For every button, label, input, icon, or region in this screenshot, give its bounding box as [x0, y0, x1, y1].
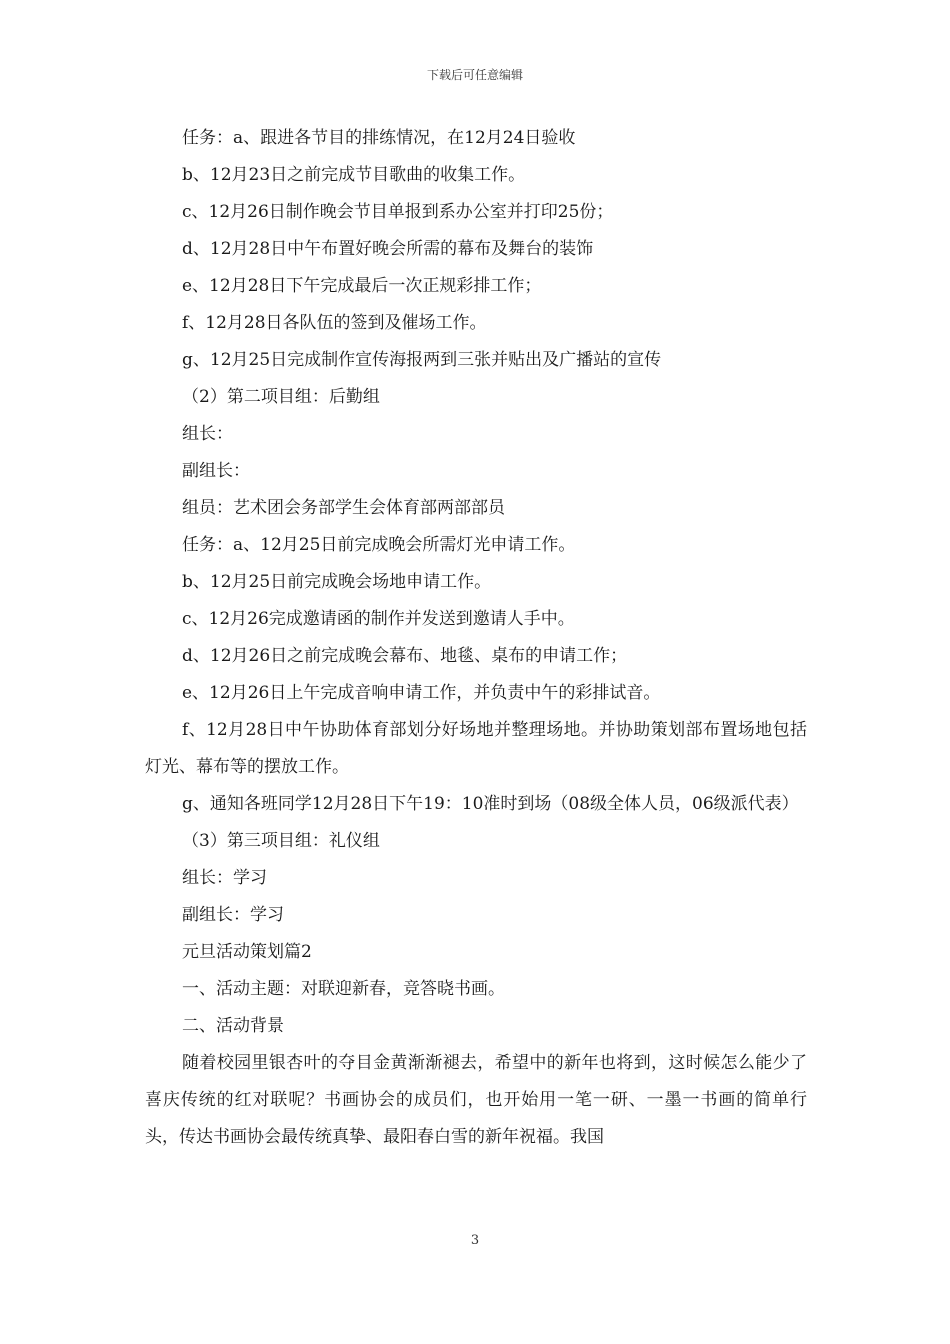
page-number: 3 — [470, 1233, 480, 1248]
task-line: d、12月28日中午布置好晚会所需的幕布及舞台的装饰 — [182, 239, 594, 259]
group-heading: （2）第二项目组：后勤组 — [182, 387, 380, 407]
task-paragraph: g、通知各班同学12月28日下午19：10准时到场（08级全体人员，06级派代表） — [182, 794, 799, 814]
background-paragraph: 随着校园里银杏叶的夺目金黄渐渐褪去，希望中的新年也将到，这时候怎么能少了喜庆传统的红对联呢？书画协会的成员们，也开始用一笔一研、一墨一书画的简单行头，传达书画协会最传统真挚、最阳春白雪的新年祝福。我国 — [145, 1053, 807, 1147]
group-deputy-leader: 副组长： — [182, 461, 250, 481]
activity-theme: 一、活动主题：对联迎新春，竞答晓书画。 — [182, 979, 505, 999]
task-line: g、12月25日完成制作宣传海报两到三张并贴出及广播站的宣传 — [182, 350, 662, 370]
group-leader: 组长：学习 — [182, 868, 267, 888]
group-deputy-leader: 副组长：学习 — [182, 905, 284, 925]
document-body — [145, 120, 807, 1156]
task-line: b、12月23日之前完成节目歌曲的收集工作。 — [182, 165, 526, 185]
task-line: e、12月26日上午完成音响申请工作，并负责中午的彩排试音。 — [182, 683, 661, 703]
task-line: e、12月28日下午完成最后一次正规彩排工作； — [182, 276, 542, 296]
section-title: 元旦活动策划篇2 — [182, 942, 312, 962]
task-line: 任务：a、12月25日前完成晚会所需灯光申请工作。 — [182, 535, 576, 555]
task-line: 任务：a、跟进各节目的排练情况，在12月24日验收 — [182, 128, 576, 148]
group-members: 组员：艺术团会务部学生会体育部两部部员 — [182, 498, 505, 518]
page-header: 下载后可任意编辑 — [426, 68, 523, 82]
activity-background-heading: 二、活动背景 — [182, 1016, 284, 1036]
task-paragraph: f、12月28日中午协助体育部划分好场地并整理场地。并协助策划部布置场地包括灯光、幕布等的摆放工作。 — [145, 720, 807, 777]
group-heading: （3）第三项目组：礼仪组 — [182, 831, 380, 851]
task-line: f、12月28日各队伍的签到及催场工作。 — [182, 313, 487, 333]
task-line: c、12月26日制作晚会节目单报到系办公室并打印25份； — [182, 202, 614, 222]
group-leader: 组长： — [182, 424, 233, 444]
task-line: c、12月26完成邀请函的制作并发送到邀请人手中。 — [182, 609, 575, 629]
task-line: b、12月25日前完成晚会场地申请工作。 — [182, 572, 492, 592]
task-line: d、12月26日之前完成晚会幕布、地毯、桌布的申请工作； — [182, 646, 628, 666]
